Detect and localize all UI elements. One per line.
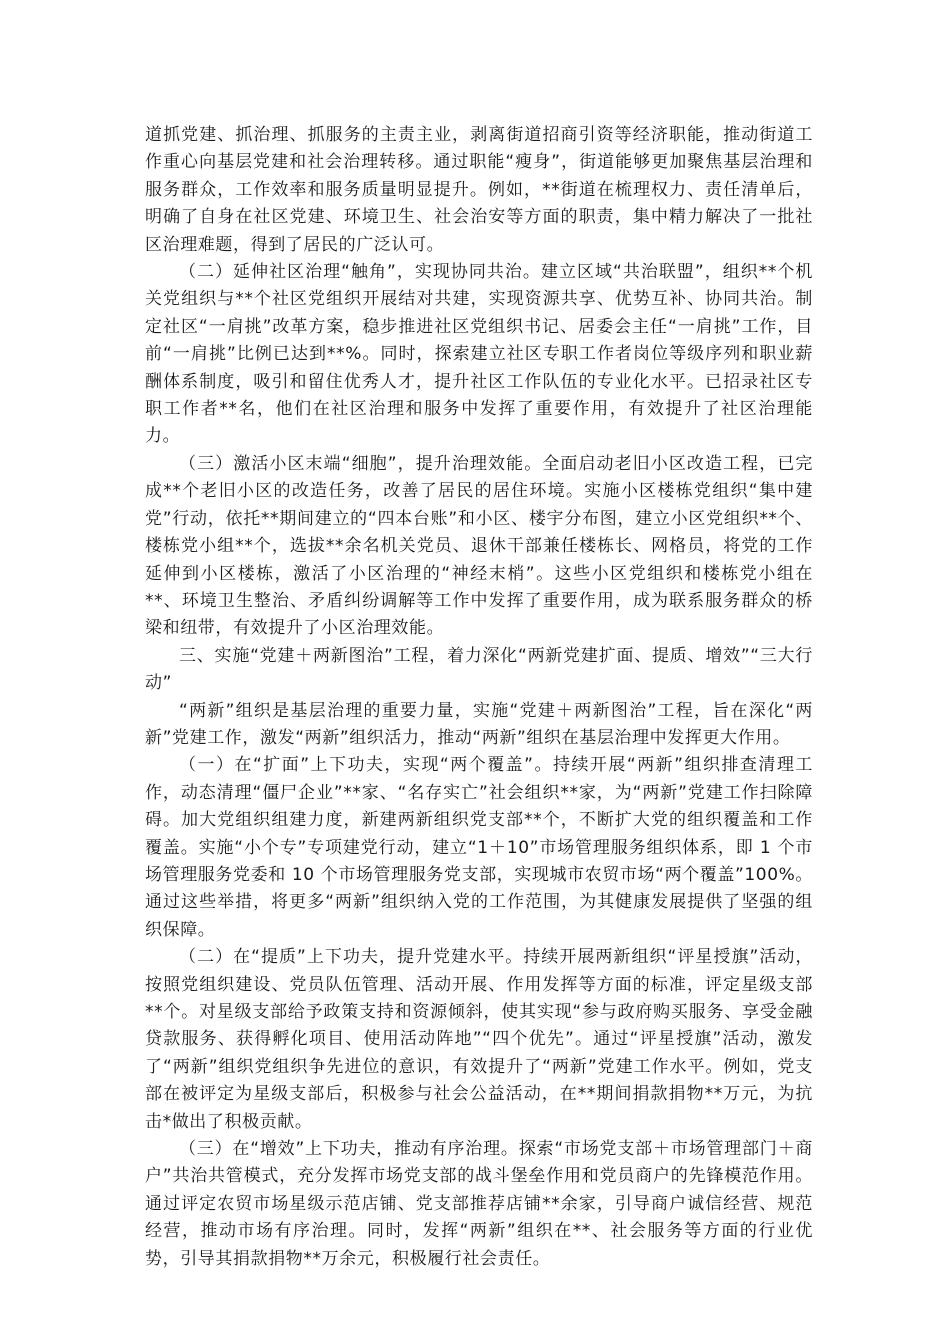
paragraph-increase-efficiency: （三）在“增效”上下功夫，推动有序治理。探索“市场党支部＋市场管理部门＋商户”共治共管模式，充分发挥市场党支部的战斗堡垒作用和党员商户的先锋模范作用。通过评定农贸市场星级示范店铺、党支部推荐店铺**余家，引导商户诚信经营、规范经营，推动市场有序治理。同时，发挥“两新”组织在**、社会服务等方面的行业优势，引导其捐款捐物**万余元，积极履行社会责任。 <box>145 1139 813 1269</box>
paragraph-residential-cells: （三）激活小区末端“细胞”，提升治理效能。全面启动老旧小区改造工程，已完成**个老旧小区的改造任务，改善了居民的居住环境。实施小区楼栋党组织“集中建党”行动，依托**期间建立的“四本台账”和小区、楼宇分布图，建立小区党组织**个、楼栋党小组**个，选拔**余名机关党员、退休干部兼任楼栋长、网格员，将党的工作延伸到小区楼栋，激活了小区治理的“神经末梢”。这些小区党组织和楼栋党小组在**、环境卫生整治、矛盾纠纷调解等工作中发挥了重要作用，成为联系服务群众的桥梁和纽带，有效提升了小区治理效能。 <box>145 453 813 639</box>
paragraph-community-governance: （二）延伸社区治理“触角”，实现协同共治。建立区域“共治联盟”，组织**个机关党组织与**个社区党组织开展结对共建，实现资源共享、优势互补、协同共治。制定社区“一肩挑”改革方案，稳步推进社区党组织书记、居委会主任“一肩挑”工作，目前“一肩挑”比例已达到**%。同时，探索建立社区专职工作者岗位等级序列和职业薪酬体系制度，吸引和留住优秀人才，提升社区工作队伍的专业化水平。已招录社区专职工作者**名，他们在社区治理和服务中发挥了重要作用，有效提升了社区治理能力。 <box>145 262 813 447</box>
paragraph-expand-coverage: （一）在“扩面”上下功夫，实现“两个覆盖”。持续开展“两新”组织排查清理工作，动态清理“僵尸企业”**家、“名存实亡”社会组织**家，为“两新”党建工作扫除障碍。加大党组织组建力度，新建两新组织党支部**个，不断扩大党的组织覆盖和工作覆盖。实施“小个专”专项建党行动，建立“1＋10”市场管理服务组织体系，即 1 个市场管理服务党委和 10 个市场管理服务党支部，实现城市农贸市场“两个覆盖”100%。通过这些举措，将更多“两新”组织纳入党的工作范围，为其健康发展提供了坚强的组织保障。 <box>145 755 813 940</box>
paragraph-street-reform-continued: 道抓党建、抓治理、抓服务的主责主业，剥离街道招商引资等经济职能，推动街道工作重心向基层党建和社会治理转移。通过职能“瘦身”，街道能够更加聚焦基层治理和服务群众，工作效率和服务质量明显提升。例如，**街道在梳理权力、责任清单后，明确了自身在社区党建、环境卫生、社会治安等方面的职责，集中精力解决了一批社区治理难题，得到了居民的广泛认可。 <box>145 125 813 255</box>
section-heading-three: 三、实施“党建＋两新图治”工程，着力深化“两新党建扩面、提质、增效”“三大行动” <box>145 645 813 694</box>
document-page <box>145 122 813 1273</box>
paragraph-two-new-intro: “两新”组织是基层治理的重要力量，实施“党建＋两新图治”工程，旨在深化“两新”党建工作，激发“两新”组织活力，推动“两新”组织在基层治理中发挥更大作用。 <box>145 700 813 748</box>
paragraph-improve-quality: （二）在“提质”上下功夫，提升党建水平。持续开展两新组织“评星授旗”活动，按照党组织建设、党员队伍管理、活动开展、作用发挥等方面的标准，评定星级支部**个。对星级支部给予政策支持和资源倾斜，使其实现“参与政府购买服务、享受金融贷款服务、获得孵化项目、使用活动阵地”“四个优先”。通过“评星授旗”活动，激发了“两新”组织党组织争先进位的意识，有效提升了“两新”党建工作水平。例如，党支部在被评定为星级支部后，积极参与社会公益活动，在**期间捐款捐物**万元，为抗击*做出了积极贡献。 <box>145 947 813 1132</box>
